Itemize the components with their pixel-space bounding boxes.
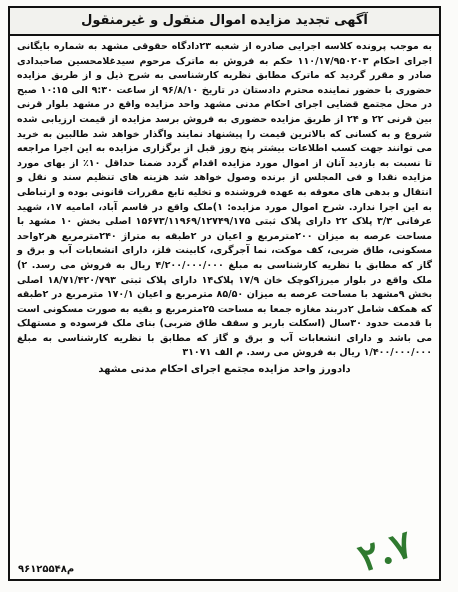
notice-code: م۹۶۱۲۵۵۴۸: [18, 564, 75, 575]
handwritten-mark: ۲.۷: [352, 520, 418, 581]
auction-notice: [8, 6, 441, 581]
notice-title: آگهی تجدید مزایده اموال منقول و غیرمنقول: [10, 8, 439, 36]
notice-paragraph: به موجب پرونده کلاسه اجرایی صادره از شعبه ۲۳دادگاه حقوقی مشهد به شماره بایگانی اجرای احکام ۱۱۰/۱۷/۹۵۰۲۰۳ حکم به فروش به ماترک مرحوم سیدغلامحسین صاحبدادی صادر و مقرر گردید که ماترک مطابق نظریه کارشناسی به شرح ذیل و از طریق مزایده حضوری با حضور نماینده محترم دادستان در تاریخ ۹۶/۸/۱۰ از ساعت ۹:۳۰ الی ۱۰:۱۵ صبح در محل مجتمع قضایی اجرای احکام مدنی مشهد واحد مزایده واقع در مشهد بلوار قرنی بین قرنی ۲۲ و ۲۴ از طریق مزایده حضوری به فروش برسد مزایده از قیمت ارزیابی شده شروع و به کسانی که بالاترین قیمت را پیشنهاد نمایند واگذار خواهد شد طالبین به خرید می توانند جهت کسب اطلاعات بیشتر پنج روز قبل از برگزاری مزایده به این اجرا مراجعه تا نسبت به بازدید آنان از اموال مورد مزایده اقدام گردد ضمنا حداقل ۱۰٪ از بهای مورد مزایده نقدا و فی المجلس از برنده وصول خواهد شد هزینه های تنظیم سند و نقل و انتقال و بدهی های معوقه به عهده فروشنده و تخلیه تابع مقررات قانونی بوده و ارتباطی به این اجرا ندارد. شرح اموال مورد مزایده: ۱)ملک واقع در قاسم آباد، امامیه ۱۷، شهید عرفانی ۳/۳ پلاک ۲۲ دارای پلاک ثبتی ۱۵۶۷۳/۱۱۹۶۹/۱۲۷۴۹/۱۷۵ اصلی بخش ۱۰ مشهد با مساحت عرصه به میزان ۲۰۰مترمربع و اعیان در ۲طبقه به متراژ ۲۴۰مترمربع هر۲واحد مسکونی، طاق ضربی، کف موکت، نما آجرگری، کابینت فلز، دارای انشعابات آب و برق و گاز که مطابق با نظریه کارشناسی به مبلغ ۴/۲۰۰/۰۰۰/۰۰۰ ریال به فروش می رسد. ۲) ملک واقع در بلوار میرزاکوچک خان ۱۷/۹ پلاک۱۴ دارای پلاک ثبتی ۱۸/۷۱/۴۲۰/۷۹۳ اصلی بخش ۹مشهد با مساحت عرصه به میزان ۸۵/۵۰ مترمربع و اعیان ۱۷۰/۱ مترمربع در ۲طبقه که همکف شامل ۲دربند مغازه جمعا به مساحت ۲۵مترمربع و بقیه به صورت مسکونی است با قدمت حدود ۳۰سال (اسکلت باربر و سقف طاق ضربی) بنای ملک فرسوده و مستهلک می باشد و دارای انشعابات آب و برق و گاز که مطابق با نظریه کارشناسی به مبلغ ۱/۴۰۰/۰۰۰/۰۰۰ ریال به فروش می رسد. م الف ۳۱۰۷۱: [17, 41, 433, 359]
notice-body: [10, 36, 439, 378]
notice-signature: دادورز واحد مزایده مجتمع اجرای احکام مدنی مشهد: [98, 364, 351, 376]
